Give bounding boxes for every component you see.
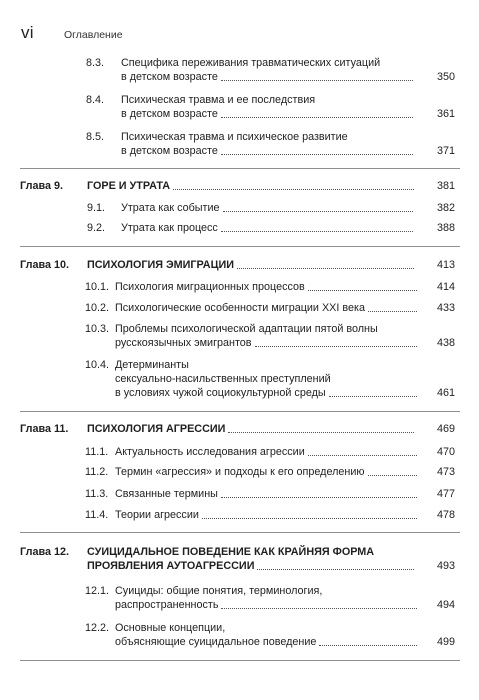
chapter-label: Глава 12. [20,546,69,558]
dot-leader [202,518,417,519]
toc-section-11-3[interactable] [85,487,455,502]
section-number: 10.3. [85,323,110,335]
toc-section-9-2[interactable] [87,221,455,236]
toc-section-10-2[interactable] [85,301,455,316]
section-number: 10.2. [85,302,110,314]
section-number: 12.1. [85,585,110,597]
section-title-line: в условиях чужой социокультурной среды [115,387,326,399]
dot-leader [368,475,418,476]
page-ref: 493 [436,560,455,572]
toc-section-8-5[interactable] [86,130,455,160]
dot-leader [173,189,414,190]
section-number: 12.2. [85,622,110,634]
chapter-title: ПСИХОЛОГИЯ АГРЕССИИ [87,423,226,435]
section-number: 11.3. [85,488,109,500]
page-ref: 371 [436,145,455,157]
toc-chapter-9[interactable] [20,179,455,194]
running-head: Оглавление [64,29,123,41]
chapter-divider [20,532,460,533]
chapter-label: Глава 10. [20,259,69,271]
toc-section-12-1[interactable] [85,584,455,614]
dot-leader [319,645,417,646]
page-ref: 499 [436,636,455,648]
page-ref: 438 [436,337,455,349]
section-title-line: Теории агрессии [115,509,199,521]
toc-section-9-1[interactable] [87,201,455,216]
dot-leader [308,455,417,456]
section-title-line: Детерминанты [115,359,189,371]
section-number: 11.1. [85,446,109,458]
toc-section-11-2[interactable] [85,465,455,480]
section-title-line: Психологические особенности миграции XXI века [115,302,365,314]
section-number: 9.2. [87,222,106,234]
chapter-label: Глава 11. [20,423,69,435]
chapter-divider [20,411,460,412]
section-title-line: Основные концепции, [115,622,226,634]
page-ref: 350 [436,71,455,83]
toc-section-10-1[interactable] [85,280,455,295]
section-title-line: Специфика переживания травматических ситуаций [121,57,381,69]
page-ref: 473 [436,466,455,478]
chapter-label: Глава 9. [20,180,63,192]
dot-leader [308,290,417,291]
section-number: 10.1. [85,281,110,293]
toc-section-11-4[interactable] [85,508,455,523]
toc-chapter-10[interactable] [20,258,455,273]
section-title-line: Проблемы психологической адаптации пятой волны [115,323,378,335]
toc-section-8-3[interactable] [86,56,455,86]
page-ref: 414 [436,281,455,293]
dot-leader [221,497,417,498]
dot-leader [221,80,413,81]
toc-section-8-4[interactable] [86,93,455,123]
page-ref: 433 [436,302,455,314]
dot-leader [329,396,417,397]
page-ref: 470 [436,446,455,458]
dot-leader [228,432,414,433]
section-title-line: Суициды: общие понятия, терминология, [115,585,323,597]
section-title-line: Утрата как событие [121,202,220,214]
section-title-line: Психическая травма и психическое развитие [121,131,348,143]
page-ref: 388 [436,222,455,234]
page-ref: 361 [436,108,455,120]
dot-leader [221,231,413,232]
dot-leader [223,211,413,212]
section-title-line: объясняющие суицидальное поведение [115,636,317,648]
chapter-title: ПСИХОЛОГИЯ ЭМИГРАЦИИ [87,259,234,271]
section-number: 8.5. [86,131,105,143]
dot-leader [368,311,417,312]
section-number: 10.4. [85,359,110,371]
section-title-line: Психология миграционных процессов [115,281,305,293]
toc-chapter-12[interactable] [20,545,455,575]
toc-section-10-4[interactable] [85,358,455,402]
dot-leader [237,268,414,269]
section-title-line: русскоязычных эмигрантов [115,337,252,349]
page-ref: 461 [436,387,455,399]
section-title-line: Связанные термины [115,488,218,500]
section-number: 11.2. [85,466,109,478]
page-ref: 477 [436,488,455,500]
chapter-divider [20,168,460,169]
dot-leader [257,569,414,570]
toc-section-12-2[interactable] [85,621,455,651]
chapter-title: ГОРЕ И УТРАТА [87,180,171,192]
chapter-title: СУИЦИДАЛЬНОЕ ПОВЕДЕНИЕ КАК КРАЙНЯЯ ФОРМА [87,546,375,558]
page-number: vi [21,23,34,42]
section-number: 11.4. [85,509,109,521]
section-title-line: Актуальность исследования агрессии [115,446,305,458]
chapter-title: ПРОЯВЛЕНИЯ АУТОАГРЕССИИ [87,560,255,572]
dot-leader [221,117,413,118]
section-number: 9.1. [87,202,106,214]
toc-section-11-1[interactable] [85,445,455,460]
page-ref: 413 [436,259,455,271]
dot-leader [221,154,413,155]
chapter-divider [20,246,460,247]
chapter-divider [20,660,460,661]
dot-leader [255,346,417,347]
section-title-line: распространенность [115,599,219,611]
page-ref: 382 [436,202,455,214]
page-header [21,23,461,50]
page-ref: 478 [436,509,455,521]
section-number: 8.4. [86,94,105,106]
page-ref: 494 [436,599,455,611]
dot-leader [221,608,417,609]
section-title-line: Термин «агрессия» и подходы к его определению [115,466,365,478]
toc-section-10-3[interactable] [85,322,455,352]
section-title-line: в детском возрасте [121,71,218,83]
section-title-line: в детском возрасте [121,145,218,157]
section-title-line: сексуально-насильственных преступлений [115,373,331,385]
section-number: 8.3. [86,57,105,69]
section-title-line: в детском возрасте [121,108,218,120]
section-title-line: Утрата как процесс [121,222,218,234]
page-ref: 381 [436,180,455,192]
toc-chapter-11[interactable] [20,422,455,437]
section-title-line: Психическая травма и ее последствия [121,94,316,106]
page-ref: 469 [436,423,455,435]
